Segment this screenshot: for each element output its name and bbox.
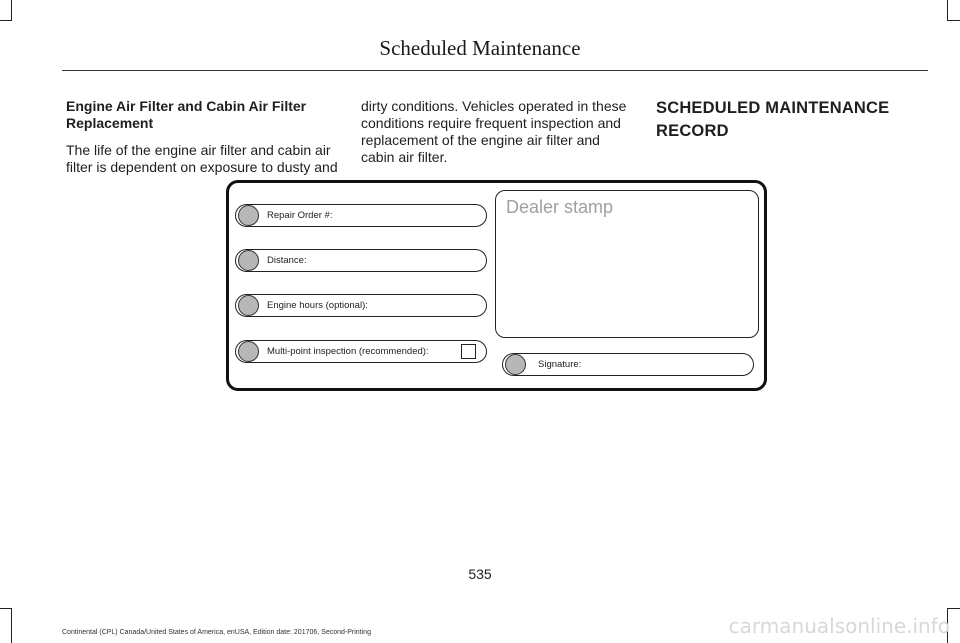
crop-mark-top-right-v [947,0,948,20]
circle-marker-icon [505,354,526,375]
section-title-line-2: RECORD [656,122,729,140]
page-title: Scheduled Maintenance [379,36,581,60]
multipoint-inspection-field[interactable] [235,340,487,363]
multipoint-inspection-checkbox[interactable] [461,344,476,359]
engine-hours-field[interactable] [235,294,487,317]
crop-mark-top-left-v [11,0,12,20]
section-title [656,100,936,146]
signature-label: Signature: [538,359,582,370]
distance-field[interactable] [235,249,487,272]
section-subheading: Engine Air Filter and Cabin Air Filter Replacement [66,98,307,131]
title-divider [62,70,928,71]
section-title-line-1: SCHEDULED MAINTENANCE [656,99,890,117]
repair-order-field[interactable] [235,204,487,227]
circle-marker-icon [238,250,259,271]
crop-mark-top-right-h [947,20,960,21]
circle-marker-icon [238,341,259,362]
watermark: carmanualsonline.info [728,614,950,638]
circle-marker-icon [238,295,259,316]
multipoint-inspection-label: Multi-point inspection (recommended): [267,346,429,357]
crop-mark-bottom-right-h [947,608,960,609]
body-text-col2: dirty conditions. Vehicles operated in these conditions require frequent inspection and replacement of the engine air filter and cabin air filter. [361,98,627,165]
column-1 [66,98,338,176]
distance-label: Distance: [267,255,307,266]
crop-mark-bottom-left-v [11,608,12,643]
maintenance-record-form [226,180,767,391]
column-2 [361,98,633,166]
circle-marker-icon [238,205,259,226]
crop-mark-bottom-left-h [0,608,12,609]
engine-hours-label: Engine hours (optional): [267,300,368,311]
dealer-stamp-label: Dealer stamp [506,197,614,217]
edition-footer: Continental (CPL) Canada/United States of America, enUSA, Edition date: 201706, Second-Printing [62,629,371,636]
signature-field[interactable] [502,353,754,376]
page-number: 535 [468,566,492,582]
body-text-col1: The life of the engine air filter and cabin air filter is dependent on exposure to dusty and [66,142,338,175]
dealer-stamp-area [495,190,759,338]
crop-mark-top-left-h [0,20,12,21]
repair-order-label: Repair Order #: [267,210,333,221]
